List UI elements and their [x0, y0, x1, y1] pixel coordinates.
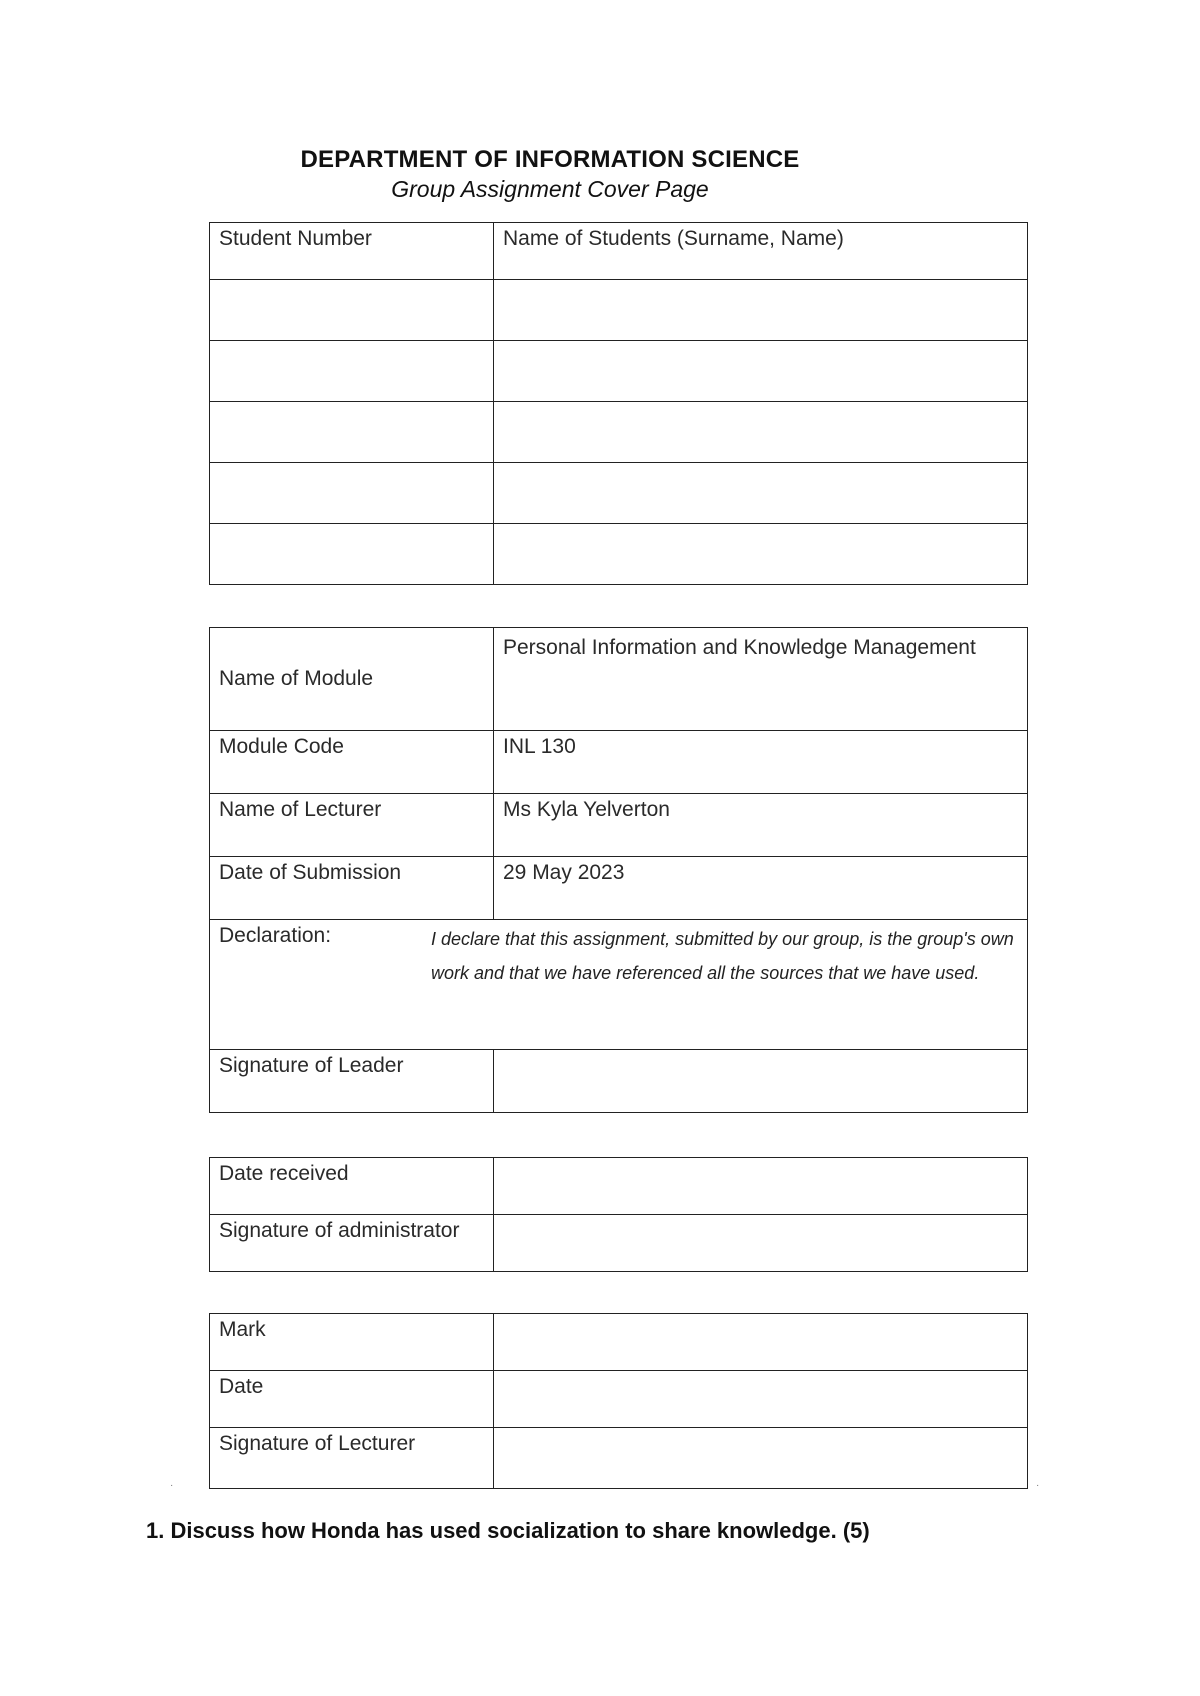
- student-name-cell[interactable]: [494, 402, 1028, 463]
- lecturer-label: Name of Lecturer: [210, 794, 494, 857]
- declaration-label: Declaration:: [219, 924, 332, 947]
- table-row: [210, 402, 1028, 463]
- module-name-value: Personal Information and Knowledge Management: [494, 628, 1028, 731]
- lecturer-signature-field[interactable]: [494, 1428, 1028, 1489]
- student-number-header: Student Number: [210, 223, 494, 280]
- submission-date-label: Date of Submission: [210, 857, 494, 920]
- student-number-cell[interactable]: [210, 280, 494, 341]
- date-received-label: Date received: [210, 1158, 494, 1215]
- module-name-label: Name of Module: [210, 628, 494, 731]
- declaration-cell: [210, 920, 1028, 1050]
- admin-signature-field[interactable]: [494, 1215, 1028, 1272]
- student-name-cell[interactable]: [494, 280, 1028, 341]
- leader-signature-field[interactable]: [494, 1050, 1028, 1113]
- table-row: [210, 524, 1028, 585]
- student-name-cell[interactable]: [494, 463, 1028, 524]
- admin-signature-label: Signature of administrator: [210, 1215, 494, 1272]
- declaration-text: I declare that this assignment, submitted by our group, is the group's own work and that we have referenced all the sources that we have used.: [431, 929, 1014, 983]
- margin-mark-right: ·: [1036, 1480, 1040, 1491]
- module-info-table: [209, 627, 1028, 1113]
- mark-label: Mark: [210, 1314, 494, 1371]
- table-row: [210, 341, 1028, 402]
- table-row: [210, 463, 1028, 524]
- question-heading: 1. Discuss how Honda has used socialization to share knowledge. (5): [146, 1518, 870, 1543]
- date-label: Date: [210, 1371, 494, 1428]
- module-code-label: Module Code: [210, 731, 494, 794]
- table-row: [210, 280, 1028, 341]
- date-field[interactable]: [494, 1371, 1028, 1428]
- admin-table: [209, 1157, 1028, 1272]
- lecturer-signature-label: Signature of Lecturer: [210, 1428, 494, 1489]
- student-number-cell[interactable]: [210, 524, 494, 585]
- submission-date-value: 29 May 2023: [494, 857, 1028, 920]
- lecturer-value: Ms Kyla Yelverton: [494, 794, 1028, 857]
- cover-page-subtitle: Group Assignment Cover Page: [391, 176, 709, 202]
- student-name-cell[interactable]: [494, 524, 1028, 585]
- module-code-value: INL 130: [494, 731, 1028, 794]
- student-number-cell[interactable]: [210, 463, 494, 524]
- students-table: [209, 222, 1028, 585]
- leader-signature-label: Signature of Leader: [210, 1050, 494, 1113]
- margin-mark-left: ·: [170, 1480, 174, 1491]
- student-name-cell[interactable]: [494, 341, 1028, 402]
- mark-field[interactable]: [494, 1314, 1028, 1371]
- student-number-cell[interactable]: [210, 341, 494, 402]
- marks-table: [209, 1313, 1028, 1489]
- department-title: DEPARTMENT OF INFORMATION SCIENCE: [300, 146, 800, 173]
- student-number-cell[interactable]: [210, 402, 494, 463]
- student-name-header: Name of Students (Surname, Name): [494, 223, 1028, 280]
- date-received-field[interactable]: [494, 1158, 1028, 1215]
